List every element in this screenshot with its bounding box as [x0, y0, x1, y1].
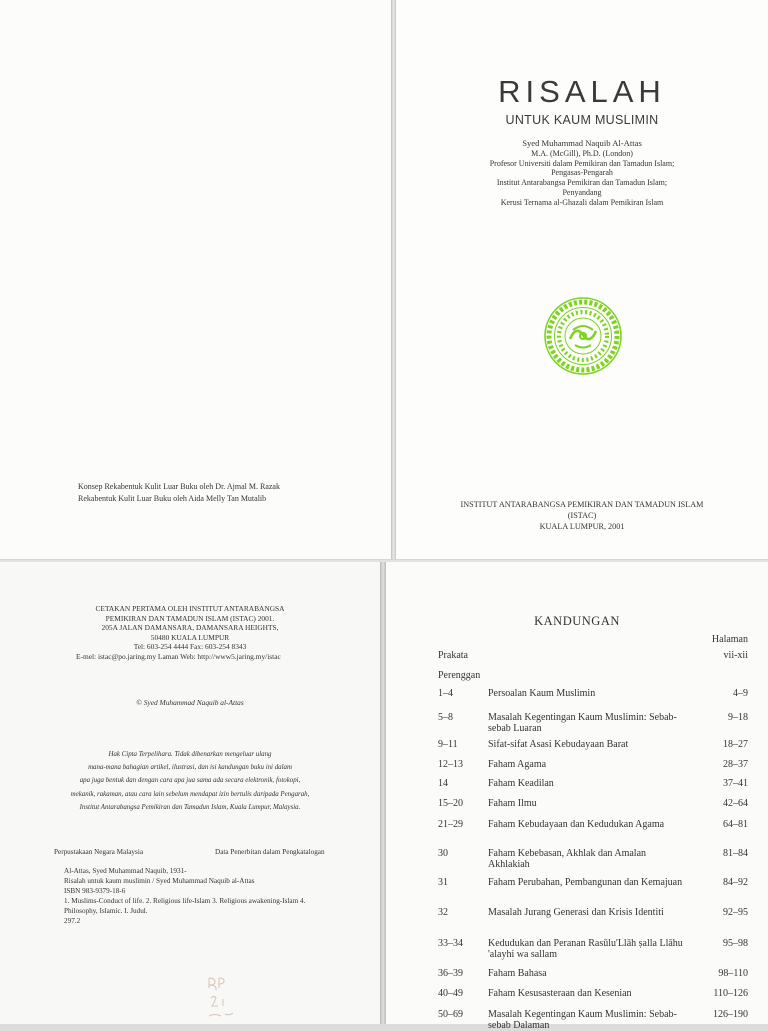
- catalog-library: Perpustakaan Negara Malaysia: [54, 848, 144, 856]
- paragraph-range: 40–49: [438, 988, 463, 999]
- catalog-line: 1. Muslims-Conduct of life. 2. Religious life-Islam 3. Religious awakening-Islam 4.: [64, 897, 306, 905]
- calligraphy-seal-icon: [542, 295, 624, 377]
- page-range: 110–126: [713, 988, 748, 999]
- paragraph-range: 9–11: [438, 739, 458, 750]
- author-line: Kerusi Ternama al-Ghazali dalam Pemikiran Islam: [500, 197, 664, 207]
- author-line: Institut Antarabangsa Pemikiran dan Tamadun Islam;: [496, 178, 668, 188]
- catalog-line: Philosophy, Islamic. I. Judul.: [64, 907, 148, 915]
- credit-line: Rekabentuk Kulit Luar Buku oleh Aida Melly Tan Mutalib: [78, 493, 267, 503]
- author-block: [396, 139, 768, 208]
- chapter-title: Persoalan Kaum Muslimin: [488, 688, 596, 699]
- title-page: [396, 0, 768, 560]
- page-range: 9–18: [728, 712, 748, 723]
- chapter-title: Masalah Kegentingan Kaum Muslimin: Sebab-sebab Dalaman: [488, 1009, 677, 1031]
- page-range: 28–37: [723, 759, 748, 770]
- imprint-line: Tel: 603-254 4444 Fax: 603-254 8343: [133, 642, 247, 652]
- chapter-title: Faham Perubahan, Pembangunan dan Kemajuan: [488, 877, 683, 888]
- catalog-heading: Data Penerbitan dalam Pengkatalogan: [215, 848, 325, 856]
- chapter-title: Masalah Jurang Generasi dan Krisis Identiti: [488, 907, 664, 918]
- paragraph-range: 12–13: [438, 759, 463, 770]
- publisher-line: KUALA LUMPUR, 2001: [539, 522, 625, 531]
- imprint-line: CETAKAN PERTAMA OLEH INSTITUT ANTARABANGSA: [95, 604, 285, 613]
- catalog-line: Risalah untuk kaum muslimin / Syed Muhammad Naquib al-Attas: [64, 877, 255, 885]
- paragraph-range: 5–8: [438, 712, 453, 723]
- credit-line: Konsep Rekabentuk Kulit Luar Buku oleh Dr. Ajmal M. Razak: [78, 482, 280, 491]
- chapter-title: Masalah Kegentingan Kaum Muslimin: Sebab-sebab Luaran: [488, 712, 677, 734]
- paragraph-range: 50–69: [438, 1009, 463, 1020]
- page-range: 81–84: [723, 848, 748, 859]
- author-line: Pengasas-Pengarah: [551, 168, 613, 178]
- contents-title: KANDUNGAN: [534, 614, 620, 628]
- paragraph-range: 15–20: [438, 798, 463, 809]
- chapter-title: Faham Bahasa: [488, 968, 547, 979]
- page-range: 84–92: [723, 877, 748, 888]
- imprint-line: PEMIKIRAN DAN TAMADUN ISLAM (ISTAC) 2001.: [105, 613, 275, 623]
- catalog-line: Al-Attas, Syed Muhammad Naquib, 1931-: [64, 867, 187, 875]
- page-range: 98–110: [718, 968, 748, 979]
- paragraph-range: 30: [438, 848, 448, 859]
- imprint-line: 50480 KUALA LUMPUR: [150, 632, 230, 642]
- catalog-entry: [64, 866, 305, 926]
- paragraph-range: 31: [438, 877, 448, 888]
- page-range: 64–81: [723, 819, 748, 830]
- book-title: RISALAH: [498, 74, 666, 109]
- paragraph-range: 36–39: [438, 968, 463, 979]
- author-line: M.A. (McGill), Ph.D. (London): [531, 148, 633, 158]
- imprint-line: 205A JALAN DAMANSARA, DAMANSARA HEIGHTS,: [101, 623, 279, 633]
- paragraph-range: 33–34: [438, 938, 463, 949]
- author-name: Syed Muhammad Naquib Al-Attas: [522, 138, 642, 148]
- paragraph-range: Prakata: [438, 650, 468, 661]
- pencil-mark-icon: [205, 972, 265, 1024]
- author-line: Penyandang: [562, 187, 602, 197]
- chapter-title: Kedudukan dan Peranan Rasūlu'Llāh ṣalla Llāhu 'alayhi wa sallam: [488, 938, 683, 960]
- imprint-page: [0, 562, 380, 1024]
- chapter-title: Faham Kesusasteraan dan Kesenian: [488, 988, 632, 999]
- chapter-title: Faham Ilmu: [488, 798, 537, 809]
- rights-notice: [0, 748, 380, 814]
- contents-page: [386, 562, 768, 1031]
- rights-line: Institut Antarabangsa Pemikiran dan Tamadun Islam, Kuala Lumpur, Malaysia.: [79, 803, 301, 811]
- rights-line: mekanik, rakaman, atau cara lain sebelum mendapat izin bertulis daripada Pengarah,: [70, 790, 310, 798]
- paragraph-range: 32: [438, 907, 448, 918]
- page-range: 37–41: [723, 778, 748, 789]
- paragraph-range: 21–29: [438, 819, 463, 830]
- page-range: 126–190: [713, 1009, 748, 1020]
- catalog-line: ISBN 983-9379-18-6: [64, 887, 126, 895]
- rights-line: mana-mana bahagian artikel, ilustrasi, dan isi kandungan buku ini dalam: [88, 764, 292, 772]
- page-range: 92–95: [723, 907, 748, 918]
- author-line: Profesor Universiti dalam Pemikiran dan Tamadun Islam;: [489, 158, 675, 168]
- paragraph-range: 1–4: [438, 688, 453, 699]
- publisher-line: (ISTAC): [567, 511, 597, 520]
- copyright-notice: © Syed Muhammad Naquib al-Attas: [136, 698, 244, 707]
- publisher-line: INSTITUT ANTARABANGSA PEMIKIRAN DAN TAMADUN ISLAM: [460, 500, 704, 509]
- inside-cover-page: [0, 0, 391, 560]
- chapter-title: Faham Agama: [488, 759, 547, 770]
- chapter-title: Sifat-sifat Asasi Kebudayaan Barat: [488, 739, 629, 750]
- page-range: 95–98: [723, 938, 748, 949]
- catalog-line: 297.2: [64, 917, 81, 925]
- page-range: 4–9: [733, 688, 748, 699]
- publisher-block: [396, 499, 768, 532]
- book-subtitle: UNTUK KAUM MUSLIMIN: [505, 113, 659, 127]
- page-column-header: Halaman: [711, 634, 748, 645]
- imprint-block: [0, 604, 380, 662]
- imprint-contact: E-mel: istac@po.jaring.my Laman Web: http://www5.jaring.my/istac: [76, 651, 281, 661]
- cover-credits: [78, 481, 280, 504]
- page-range: vii-xii: [723, 650, 748, 661]
- page-range: 42–64: [723, 798, 748, 809]
- chapter-title: Faham Keadilan: [488, 778, 554, 789]
- paragraph-range: 14: [438, 778, 448, 789]
- rights-line: apa juga bentuk dan dengan cara apa jua sama ada secara elektronik, fotokopi,: [79, 777, 301, 785]
- rights-line: Hak Cipta Terpelihara. Tidak dibenarkan mengeluar ulang: [108, 751, 272, 758]
- page-range: 18–27: [723, 739, 748, 750]
- chapter-title: Faham Kebebasan, Akhlak dan Amalan Akhlakiah: [488, 848, 647, 870]
- chapter-title: Faham Kebudayaan dan Kedudukan Agama: [488, 819, 665, 830]
- paragraph-range: Perenggan: [438, 670, 481, 681]
